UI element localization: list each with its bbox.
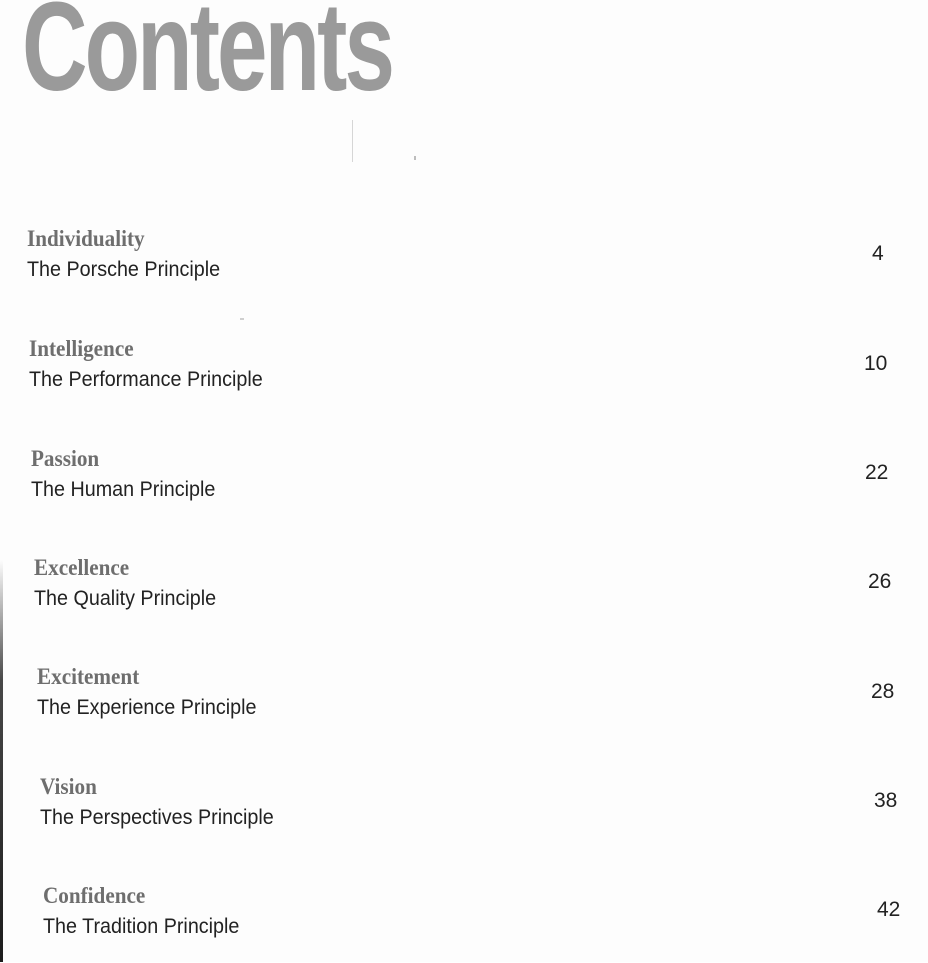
toc-heading: Intelligence (29, 336, 134, 361)
toc-page-number: 28 (871, 680, 895, 703)
toc-entry (43, 883, 923, 963)
toc-subtitle: The Human Principle (31, 478, 216, 501)
scan-speck (240, 318, 244, 320)
toc-subtitle: The Performance Principle (29, 368, 263, 391)
toc-page-number: 26 (868, 570, 892, 593)
toc-heading: Confidence (43, 883, 146, 908)
toc-page-number: 10 (864, 352, 888, 375)
toc-heading: Passion (31, 446, 100, 471)
toc-entry (31, 446, 911, 526)
toc-page-number: 22 (865, 461, 889, 484)
toc-entry (27, 226, 907, 306)
toc-subtitle: The Experience Principle (37, 696, 257, 719)
toc-subtitle: The Tradition Principle (43, 915, 240, 938)
toc-page-number: 42 (877, 898, 901, 921)
toc-page-number: 38 (874, 789, 898, 812)
toc-heading: Excitement (37, 664, 140, 689)
toc-subtitle: The Perspectives Principle (40, 806, 274, 829)
toc-subtitle: The Quality Principle (34, 587, 217, 610)
toc-entry (37, 664, 917, 744)
page-title: Contents (22, 0, 393, 117)
scan-speck (352, 120, 353, 162)
scan-speck (414, 156, 416, 160)
scan-edge-shadow (0, 560, 3, 962)
toc-entry (29, 336, 909, 416)
toc-entry (40, 774, 920, 854)
toc-heading: Individuality (27, 226, 145, 251)
toc-page-number: 4 (872, 242, 884, 265)
toc-heading: Excellence (34, 555, 130, 580)
toc-subtitle: The Porsche Principle (27, 258, 221, 281)
toc-heading: Vision (40, 774, 97, 799)
toc-entry (34, 555, 914, 635)
